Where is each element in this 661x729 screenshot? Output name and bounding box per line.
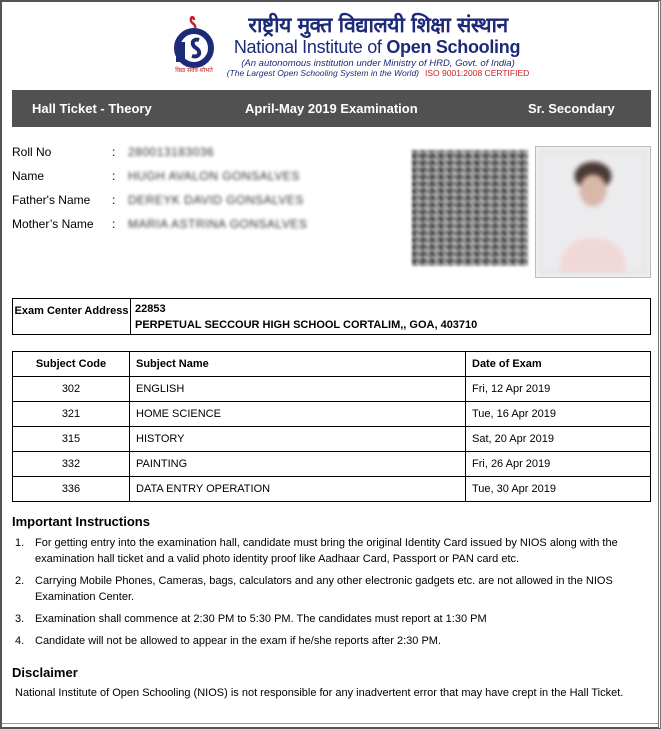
separator: : [112, 169, 116, 183]
table-row [13, 402, 651, 427]
mother-name-row [12, 217, 312, 233]
subject-code: 315 [13, 427, 130, 452]
subject-name-header: Subject Name [130, 352, 466, 377]
table-row [13, 452, 651, 477]
subject-code: 336 [13, 477, 130, 502]
subject-code: 321 [13, 402, 130, 427]
exam-date: Sat, 20 Apr 2019 [466, 427, 651, 452]
name-label: Name [12, 169, 45, 183]
org-name-hindi: राष्ट्रीय मुक्त विद्यालयी शिक्षा संस्थान [248, 13, 508, 37]
name-value: HUGH AVALON GONSALVES [128, 169, 300, 183]
separator: : [112, 145, 116, 159]
org-tagline: (An autonomous institution under Ministry of HRD, Govt. of India) [241, 58, 515, 69]
exam-date: Fri, 12 Apr 2019 [466, 377, 651, 402]
table-header-row [13, 352, 651, 377]
instruction-text: Examination shall commence at 2:30 PM to 5:30 PM. The candidates must report at 1:30 PM [35, 613, 487, 625]
subject-name: PAINTING [130, 452, 466, 477]
exam-date: Fri, 26 Apr 2019 [466, 452, 651, 477]
org-name-plain: National Institute of [233, 37, 387, 57]
qr-code-image [412, 150, 528, 266]
instruction-number: 1. [15, 537, 25, 549]
disclaimer-heading: Disclaimer [12, 665, 78, 680]
org-name-bold: Open Schooling [386, 37, 521, 57]
instruction-number: 2. [15, 575, 25, 587]
exam-center-label: Exam Center Address [13, 299, 131, 334]
ticket-type: Hall Ticket - Theory [32, 101, 152, 116]
nios-logo [172, 12, 534, 79]
subject-name: HOME SCIENCE [130, 402, 466, 427]
exam-date: Tue, 16 Apr 2019 [466, 402, 651, 427]
table-row [13, 427, 651, 452]
emblem-motto: विद्या सर्वत्र शोभते [175, 68, 213, 74]
separator: : [112, 217, 116, 231]
date-of-exam-header: Date of Exam [466, 352, 651, 377]
roll-no-value: 280013183036 [128, 145, 215, 159]
exam-center-address: PERPETUAL SECCOUR HIGH SCHOOL CORTALIM,, GOA, 403710 [135, 319, 478, 331]
instruction-text: For getting entry into the examination hall, candidate must bring the original Identity Card issued by NIOS along with the examination hall ticket and a valid photo identity proof like Aadhaar Card, Passport or PAN card etc. [35, 537, 618, 565]
subjects-table [12, 351, 651, 502]
subject-name: ENGLISH [130, 377, 466, 402]
roll-no-label: Roll No [12, 145, 52, 159]
father-name-value: DEREYK DAVID GONSALVES [128, 193, 304, 207]
org-name-english [220, 37, 534, 58]
roll-no-row [12, 145, 312, 161]
name-row [12, 169, 312, 185]
instruction-text: Candidate will not be allowed to appear in the exam if he/she reports after 2:30 PM. [35, 635, 442, 647]
exam-center-code: 22853 [135, 303, 166, 315]
father-name-label: Father's Name [12, 193, 91, 207]
subject-name: HISTORY [130, 427, 466, 452]
exam-center-box [12, 298, 651, 335]
separator: : [112, 193, 116, 207]
instructions-heading: Important Instructions [12, 514, 150, 529]
photo-image [540, 151, 646, 273]
mother-name-value: MARIA ASTRINA GONSALVES [128, 217, 308, 231]
subject-name: DATA ENTRY OPERATION [130, 477, 466, 502]
instruction-number: 4. [15, 635, 25, 647]
mother-name-label: Mother’s Name [12, 217, 94, 231]
subject-code: 332 [13, 452, 130, 477]
subject-code: 302 [13, 377, 130, 402]
exam-session: April-May 2019 Examination [245, 101, 418, 116]
table-row [13, 377, 651, 402]
candidate-photo [535, 146, 651, 278]
instruction-text: Carrying Mobile Phones, Cameras, bags, calculators and any other electronic gadgets etc. are not allowed in the NIOS Examination Center. [35, 575, 613, 603]
exam-date: Tue, 30 Apr 2019 [466, 477, 651, 502]
org-tagline-largest: (The Largest Open Schooling System in the World) [226, 68, 420, 78]
course-level: Sr. Secondary [528, 101, 615, 116]
table-row [13, 477, 651, 502]
father-name-row [12, 193, 312, 209]
title-bar [12, 90, 651, 127]
org-tagline-2 [222, 68, 534, 78]
iso-certification: ISO 9001:2008 CERTIFIED [425, 68, 530, 78]
page-border-line [2, 723, 658, 724]
disclaimer-text: National Institute of Open Schooling (NIOS) is not responsible for any inadvertent error that may have crept in the Hall Ticket. [15, 687, 624, 699]
instruction-number: 3. [15, 613, 25, 625]
subject-code-header: Subject Code [13, 352, 130, 377]
